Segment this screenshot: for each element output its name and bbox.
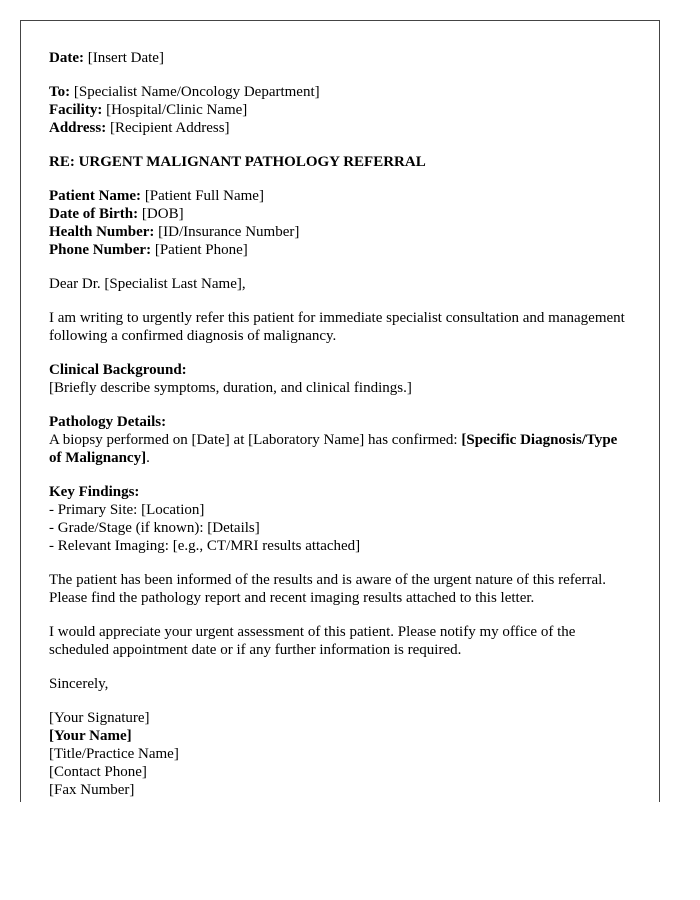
date-line: Date: [Insert Date] xyxy=(49,50,164,66)
list-item: - Primary Site: [Location] xyxy=(49,502,205,518)
closing: Sincerely, xyxy=(49,676,109,692)
patient-block: Patient Name: [Patient Full Name] Date of Birth: [DOB] Health Number: [ID/Insurance Number] Phone Number: [Patient Phone] xyxy=(49,188,300,258)
list-item: - Relevant Imaging: [e.g., CT/MRI results attached] xyxy=(49,538,361,554)
list-item: - Grade/Stage (if known): [Details] xyxy=(49,520,260,536)
recipient-block: To: [Specialist Name/Oncology Department] Facility: [Hospital/Clinic Name] Address: [Recipient Address] xyxy=(49,84,320,136)
key-findings: Key Findings: - Primary Site: [Location] - Grade/Stage (if known): [Details] - Relevant Imaging: [e.g., CT/MRI results attached] xyxy=(49,484,361,554)
informed-paragraph: The patient has been informed of the results and is aware of the urgent nature of this referral. Please find the pathology report and recent imaging results attached to this letter. xyxy=(49,572,607,606)
referral-letter xyxy=(20,20,660,802)
clinical-background: Clinical Background: [Briefly describe symptoms, duration, and clinical findings.] xyxy=(49,362,412,396)
salutation: Dear Dr. [Specialist Last Name], xyxy=(49,276,246,292)
pathology-details: Pathology Details: A biopsy performed on [Date] at [Laboratory Name] has confirmed: [Specific Diagnosis/Type of Malignancy]. xyxy=(49,414,618,466)
signature-block: [Your Signature] [Your Name] [Title/Practice Name] [Contact Phone] [Fax Number] xyxy=(49,710,179,798)
subject-line: RE: URGENT MALIGNANT PATHOLOGY REFERRAL xyxy=(49,154,426,170)
request-paragraph: I would appreciate your urgent assessment of this patient. Please notify my office of the scheduled appointment date or if any further information is required. xyxy=(49,624,576,658)
intro-paragraph: I am writing to urgently refer this patient for immediate specialist consultation and management following a confirmed diagnosis of malignancy. xyxy=(49,310,625,344)
